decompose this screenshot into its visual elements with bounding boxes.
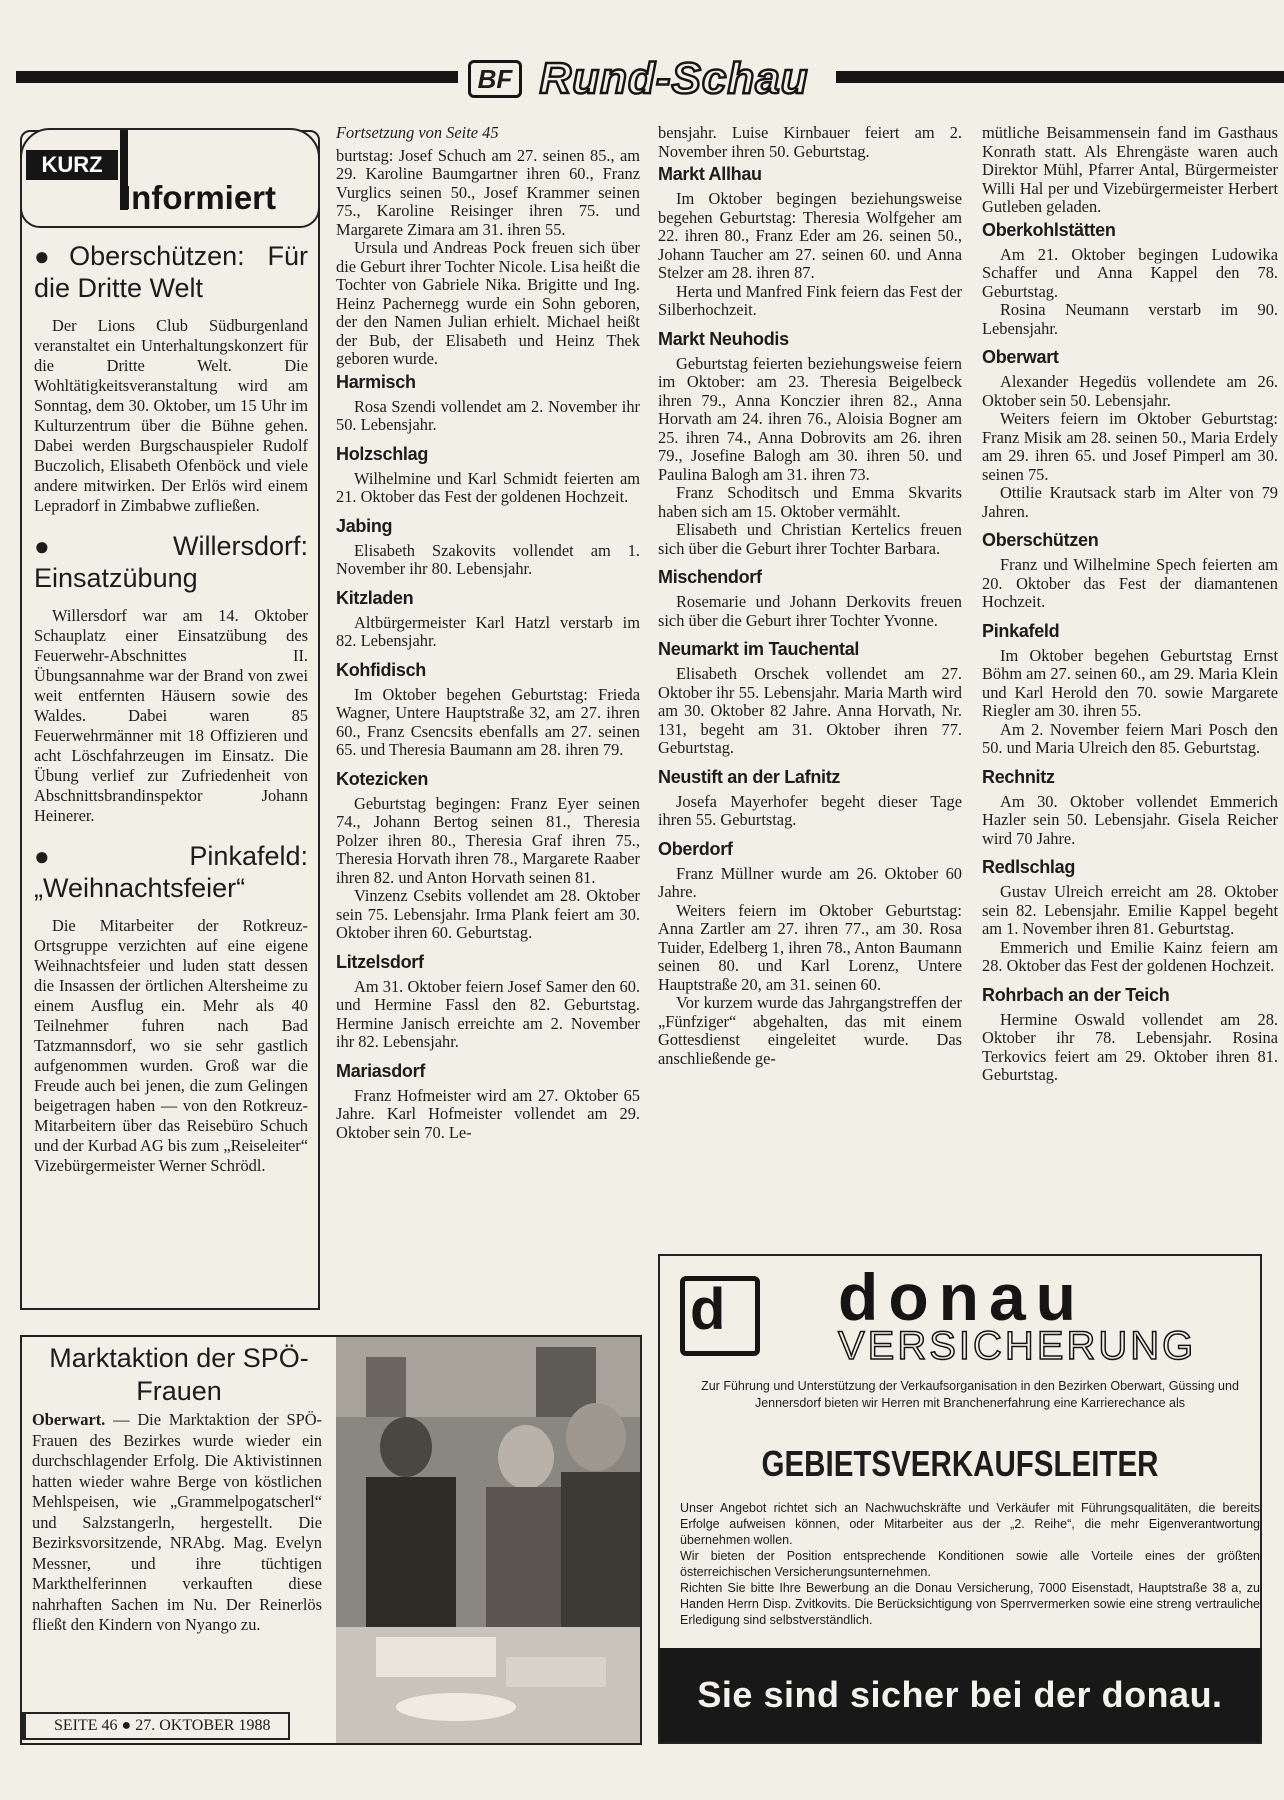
section-paragraph: Elisabeth Szakovits vollendet am 1. November ihr 80. Lebensjahr. [336,540,640,578]
section-paragraph: Elisabeth und Christian Kertelics freuen sich über die Geburt ihrer Tochter Barbara. [658,520,962,558]
donau-subtitle: VERSICHERUNG [838,1324,1197,1368]
section-paragraph: Am 21. Oktober begingen Ludowika Schaffer und Anna Kappel den 78. Geburtstag. [982,244,1278,301]
section-paragraph: Franz Müllner wurde am 26. Oktober 60 Jahre. [658,863,962,901]
article-column-4 [982,124,1278,1085]
column-lead [658,124,962,161]
place-heading: Mariasdorf [336,1060,426,1081]
column-sections [336,371,640,1143]
place-heading: Kotezicken [336,768,429,789]
section-paragraph: Hermine Oswald vollendet am 28. Oktober ihr 78. Lebensjahr. Rosina Terkovics feiert am 29. Oktober ihren 81. Geburtstag. [982,1009,1278,1084]
lead-paragraph: mütliche Beisammensein fand im Gasthaus Konrath statt. Als Ehrengäste waren auch Direktor Mühl, Pfarrer Antal, Bürgermeister Willi Hal per und Vizebürgermeister Herbert Gutleben geladen. [982,123,1278,216]
section-paragraph: Gustav Ulreich erreicht am 28. Oktober sein 82. Lebensjahr. Emilie Kappel begeht am 1. November ihren 81. Geburtstag. [982,882,1278,938]
section-paragraph: Geburtstag begingen: Franz Eyer seinen 74., Johann Bertog seinen 81., Theresia Polzer ihren 80., Theresia Graf ihren 75., Theresia Horvath ihren 78., Margarete Raaber ihren 82. und Anton Horvath seinen 81. [336,793,640,887]
section-paragraph: Vinzenz Csebits vollendet am 28. Oktober sein 75. Lebensjahr. Irma Plank feiert am 30. Oktober ihren 60. Geburtstag. [336,886,640,942]
marktaktion-title: Marktaktion der SPÖ-Frauen [49,1343,309,1406]
ad-intro: Zur Führung und Unterstützung der Verkaufsorganisation in den Bezirken Oberwart, Güssing und Jennersdorf bieten wir Herren mit Branchenerfahrung eine Karrierechance als [701,1379,1239,1410]
place-heading: Redlschlag [982,857,1076,877]
place-heading: Rechnitz [982,766,1055,787]
ad-slogan: Sie sind sicher bei der donau. [660,1648,1260,1742]
kurz-tag: KURZ [26,150,118,180]
section-paragraph: Am 30. Oktober vollendet Emmerich Hazler sein 50. Lebensjahr. Gisela Reicher wird 70 Jahre. [982,791,1278,848]
section-paragraph: Am 2. November feiern Mari Posch den 50. und Maria Ulreich den 85. Geburtstag. [982,719,1278,757]
section-paragraph: Alexander Hegedüs vollendete am 26. Oktober sein 50. Lebensjahr. [982,372,1278,410]
place-heading: Jabing [336,515,393,536]
section-paragraph: Im Oktober begehen Geburtstag: Frieda Wagner, Untere Hauptstraße 32, am 27. ihren 60., Franz Csencsits ebenfalls am 27. seinen 65. und Theresia Baumann am 28. ihren 79. [336,684,640,759]
section-paragraph: Altbürgermeister Karl Hatzl verstarb im 82. Lebensjahr. [336,612,640,650]
place-heading: Neumarkt im Tauchental [658,639,860,659]
section-paragraph: Josefa Mayerhofer begeht dieser Tage ihren 55. Geburtstag. [658,791,962,829]
bullet-icon: ● [34,241,66,271]
kurz-item-title: ● Oberschützen: Für die Dritte Welt [34,241,308,303]
place-heading: Pinkafeld [982,620,1060,641]
bullet-icon: ● [34,531,169,561]
lead-paragraph: Ursula und Andreas Pock freuen sich über die Geburt ihrer Tochter Nicole. Lisa heißt die Tochter von Gabriele Nika. Brigitte und Ing. Heinz Pachernegg wurde ein Sohn geboren, der den Namen Julian erhielt. Michael heißt der Bub, der Elisabeth und Heinz Thek geboren wurde. [336,238,640,368]
place-heading: Holzschlag [336,443,429,464]
kurz-item-text: Der Lions Club Südburgenland veranstaltet ein Unterhaltungskonzert für die Dritte Welt. Die Wohltätigkeitsveranstaltung wird am Sonntag, dem 30. Oktober, um 15 Uhr im Kulturzentrum über die Bühne gehen. Dabei werden Burgschauspieler Rudolf Buczolich, Elisabeth Ofenböck und viele andere mitwirken. Der Erlös wird einem Lepradorf in Zimbabwe zufließen. [34,316,308,515]
lead-paragraph: bensjahr. Luise Kirnbauer feiert am 2. November ihren 50. Geburtstag. [658,123,962,161]
place-heading: Rohrbach an der Teich [982,984,1170,1005]
place-heading: Harmisch [336,371,416,392]
section-paragraph: Weiters feiern im Oktober Geburtstag: Anna Zartler am 27. ihren 77., am 30. Rosa Tuider, Edelberg 1, ihren 78., Anton Baumann seinen 80. und Karl Lorenz, Untere Hauptstraße 20, am 31. seinen 60. [658,900,962,994]
marktaktion-dateline: Oberwart. [32,1410,106,1429]
place-heading: Oberwart [982,347,1059,367]
article-column-2 [336,124,640,1142]
section-paragraph: Geburtstag feierten beziehungsweise feiern im Oktober: am 23. Theresia Beigelbeck ihren 79., Anna Konczier ihren 82., Anna Horvath am 24. ihren 76., Aloisia Bogner am 25. ihren 74., Anna Dobrovits am 26. ihren 79., Josefine Balogh am 30. ihren 50. und Paulina Balogh am 31. ihren 73. [658,353,962,484]
section-paragraph: Franz Schoditsch und Emma Skvarits haben sich am 15. Oktober vermählt. [658,483,962,521]
market-photo [336,1337,640,1743]
place-heading: Markt Neuhodis [658,328,789,349]
section-paragraph: Im Oktober begehen Geburtstag Ernst Böhm am 27. seinen 60., am 29. Maria Klein und Karl Herold den 70. sowie Margarete Riegler am 30. ihren 55. [982,645,1278,720]
column-lead [336,147,640,369]
place-heading: Mischendorf [658,567,762,587]
section-paragraph: Wilhelmine und Karl Schmidt feierten am 21. Oktober das Fest der goldenen Hochzeit. [336,468,640,506]
section-paragraph: Im Oktober begingen beziehungsweise begehen Geburtstag: Theresia Wolfgeher am 22. ihren 80., Franz Eder am 26. seinen 50., Johann Taucher am 27. seinen 60. und Anna Stelzer am 28. ihren 87. [658,189,962,282]
page-footer: SEITE 46 ● 27. OKTOBER 1988 [20,1712,290,1740]
bullet-icon: ● [34,841,186,871]
place-heading: Oberkohlstätten [982,219,1116,240]
column-sections [982,219,1278,1085]
kurz-item-text: Die Mitarbeiter der Rotkreuz-Ortsgruppe verzichten auf eine eigene Weihnachtsfeier und luden statt dessen die Insassen der örtlichen Altersheime zu einem Ausflug ein. Mehr als 40 Teilnehmer fuhren nach Bad Tatzmannsdorf, wo sie sehr gastlich aufgenommen wurden. Groß war die Freude auch bei jenen, die zum Gelingen beigetragen haben — von den Rotkreuz-Mitarbeitern über das Reisebüro Schuch und der Kurbad AG bis zum „Reiseleiter“ Vizebürgermeister Werner Schrödl. [34,916,309,1175]
place-heading: Neustift an der Lafnitz [658,766,841,787]
ad-body-para: Unser Angebot richtet sich an Nachwuchskräfte und Verkäufer mit Führungsqualitäten, die bereits Erfolge aufweisen können, oder Mitarbeiter aus der „2. Reihe“, die mehr Eigenverantwortung übernehmen wollen. [680,1501,1260,1547]
place-heading: Kitzladen [336,587,414,608]
market-photo-image [336,1337,640,1743]
kurz-item-title: ● Pinkafeld: „Weihnachtsfeier“ [34,841,308,903]
place-heading: Oberdorf [658,838,733,859]
column-sections [658,163,962,1068]
place-heading: Kohfidisch [336,659,426,680]
bf-logo: BF [468,60,522,98]
section-paragraph: Ottilie Krautsack starb im Alter von 79 Jahren. [982,483,1278,521]
section-title: Rund-Schau [539,54,809,103]
place-heading: Litzelsdorf [336,951,424,972]
section-paragraph: Franz und Wilhelmine Spech feierten am 20. Oktober das Fest der diamantenen Hochzeit. [982,555,1278,611]
section-paragraph: Am 31. Oktober feiern Josef Samer den 60. und Hermine Fassl den 82. Geburtstag. Hermine Janisch erreichte am 2. November ihr 82. Lebensjahr. [336,976,640,1051]
header-rule-left [16,71,458,83]
informiert-word: Informiert [122,179,277,216]
ad-body-para: Wir bieten der Position entsprechende Konditionen sowie alle Vorteile eines der größten österreichischen Versicherungsunternehmen. [680,1549,1260,1579]
section-paragraph: Weiters feiern im Oktober Geburtstag: Franz Misik am 28. seinen 50., Maria Erdely am 29. ihren 65. und Josef Pimperl am 30. seinen 75. [982,409,1278,484]
section-paragraph: Rosa Szendi vollendet am 2. November ihr 50. Lebensjahr. [336,396,640,434]
article-column-3 [658,124,962,1068]
section-paragraph: Herta und Manfred Fink feiern das Fest der Silberhochzeit. [658,281,962,319]
ad-headline: GEBIETSVERKAUFSLEITER [761,1443,1159,1484]
place-heading: Markt Allhau [658,164,762,184]
donau-logo-icon: d [690,1277,726,1342]
kurz-item-title: ● Willersdorf: Einsatzübung [34,531,308,593]
continuation-note: Fortsetzung von Seite 45 [336,123,499,142]
marktaktion-body: — Die Marktaktion der SPÖ-Frauen des Bezirkes wurde wieder ein durchschlagender Erfolg. Die Aktivistinnen hatten wieder wahre Berge von köstlichen Mehlspeisen, wie „Grammelpogatscherl“ und Salzstangerln, hergestellt. Die Bezirksvorsitzende, NRAbg. Mag. Evelyn Messner, und ihre tüchtigen Markthelferinnen verkauften diese nahrhaften Sachen im Nu. Der Reinerlös fließt den Kindern von Nyango zu. [32,1410,322,1634]
section-paragraph: Emmerich und Emilie Kainz feiern am 28. Oktober das Fest der goldenen Hochzeit. [982,937,1278,975]
header-rule-right [836,71,1284,83]
column-lead [982,124,1278,217]
lead-paragraph: burtstag: Josef Schuch am 27. seinen 85., am 29. Karoline Baumgartner ihren 60., Franz Vurglics seinen 50., Josef Krammer seinen 75., Karoline Reisinger ihren 75. und Margarete Zimara am 31. ihren 55. [336,145,640,239]
place-heading: Oberschützen [982,530,1099,550]
ad-body [680,1500,1260,1628]
kurz-item-text: Willersdorf war am 14. Oktober Schauplatz einer Einsatzübung des Feuerwehr-Abschnittes II. Übungsannahme war der Brand von zwei weit entfernten Häusern sowie des Waldes. Dabei waren 85 Feuerwehrmänner mit 18 Offizieren und acht Löschfahrzeugen im Einsatz. Die Übung verlief zur Zufriedenheit von Abschnittsbrandinspektor Johann Heinerer. [34,606,308,825]
section-paragraph: Rosina Neumann verstarb im 90. Lebensjahr. [982,300,1278,338]
section-paragraph: Vor kurzem wurde das Jahrgangstreffen der „Fünfziger“ abgehalten, das mit einem Gottesdienst eingeleitet wurde. Das anschließende ge- [658,993,962,1068]
kurz-column [34,232,308,1190]
ad-body-para: Richten Sie bitte Ihre Bewerbung an die Donau Versicherung, 7000 Eisenstadt, Hauptstraße 38 a, zu Handen Herrn Disp. Zvitkovits. Die Berücksichtigung von Sperrvermerken sowie eine streng vertrauliche Erledigung sind selbstverständlich. [680,1581,1260,1627]
marktaktion-text [32,1410,322,1636]
section-paragraph: Elisabeth Orschek vollendet am 27. Oktober ihr 55. Lebensjahr. Maria Marth wird am 30. Oktober 82 Jahre. Anna Horvath, Nr. 131, begeht am 31. Oktober ihren 77. Geburtstag. [658,664,962,757]
donau-brand: donau [838,1260,1086,1334]
section-paragraph: Rosemarie und Johann Derkovits freuen sich über die Geburt ihrer Tochter Yvonne. [658,592,962,630]
section-paragraph: Franz Hofmeister wird am 27. Oktober 65 Jahre. Karl Hofmeister vollendet am 29. Oktober sein 70. Le- [336,1085,640,1142]
